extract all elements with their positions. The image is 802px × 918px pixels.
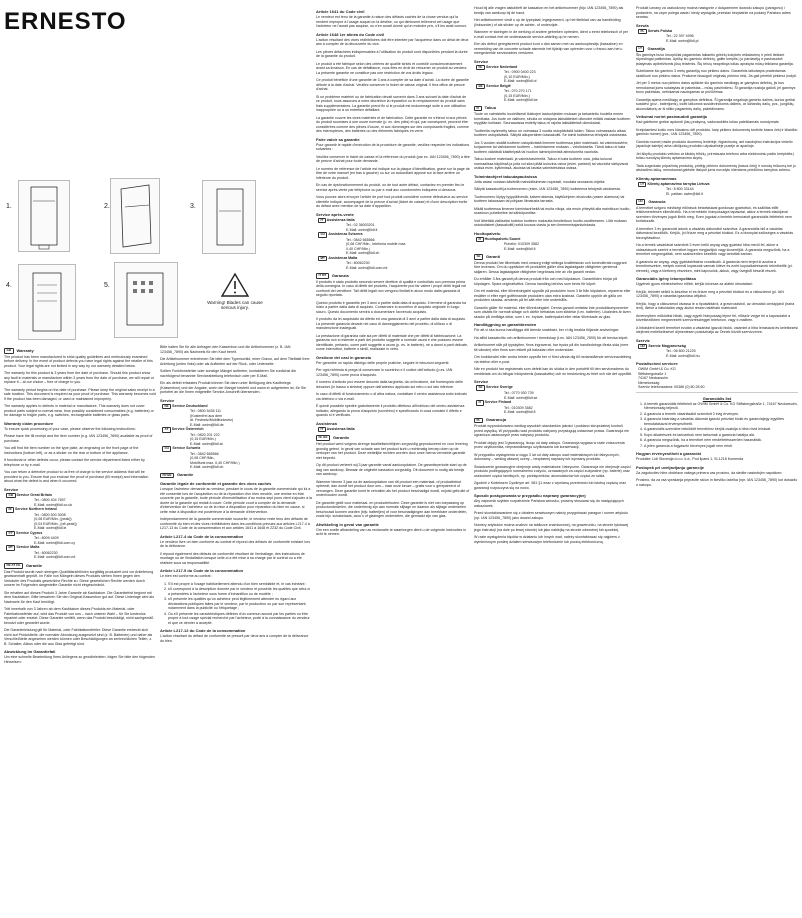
heading: Warranty claim procedure — [4, 420, 54, 426]
paragraph: Produkte: Lidl Slovenija d.o.o. k.d., Pod lipami 1, SI-1218 Komenda — [636, 457, 744, 462]
paragraph: Säilytä kassakuitti ja tuotenumero (esim. IAN 123456_7890) todisteena tehdystä ostoksesta. — [474, 187, 621, 192]
paragraph: Il numero d'articolo può essere desunto dalla targhetta, da un'incisione, dal frontespizio delle istruzioni (in basso a sinistra) oppure dall'adesivo applicato sul retro o sul lato inferiore. — [316, 380, 464, 389]
se-section-header: SE Garanti — [474, 254, 632, 260]
paragraph: Prosimo, da za vsa vprašanja pripravite račun in številko izdelka (npr. IAN 123456_7890) kot dokazilo o nakupu. — [636, 478, 798, 487]
paragraph: L'action résultant des vices rédhibitoires doit être intentée par l'acquéreur dans un délai de deux ans à compter de la découverte du vice. — [316, 37, 469, 46]
paragraph: Jei iškyltų produkto veikimo ar kitokių trikčių, prirmiausia telefonu arba elektroniniu paštu kreipkitės į toliau nurodytą klientų aptarnavimo skyrių. — [636, 151, 795, 161]
blade-warning — [204, 272, 266, 332]
heading: Faire valoir sa garantie — [316, 136, 360, 142]
service-block: GB Service Great Britain Tel.: 0800 404 7657 E-Mail: owim@lidl.co.uk — [4, 493, 156, 508]
paragraph: In caso di difetti di funzionamento o di altra natura, contattare il centro assistenza sotto indicato via telefono o via e-mail. — [316, 392, 468, 401]
paragraph: The warranty period begins on the date of purchase. Please keep the original sales receipt in a safe location. This document is required as your proof of purchase. This warranty becomes void if the product has been damaged, or used or maintained improperly. — [4, 387, 156, 401]
heading: Service après-vente — [316, 211, 354, 217]
fi-section-header: FI Takuu — [474, 106, 632, 112]
paragraph: W przypadku wystąpienia w ciągu 3 lat od daty zakupu wad materiałowych lub fabrycznych, dokonamy – według własnej oceny – bezpłatnej naprawy lub wymiany produktu. — [474, 452, 620, 462]
hu-warranty-list: 1. A termék garanciális feltételeit az OWIM GmbH & Co. KG Stiftsbergstraße 1, 74167 Neckarsulm, Németország teljesíti. 2. A garancia a termék vásárlásától számított 3 évig érvényes. 3. A garancia kizárólag a vásárlás dátumát igazoló pénztári blokk és garanciajegy együttes bemutatásával érvényesíthető. 4. A garanciális szervizbe beküldött termékhez kérjük csatolja a hiba rövid leírását. 5. Kopó alkatrészek és tartozékok nem tartoznak a garancia hatálya alá. 6. A garancia megszűnik, ha a terméket nem rendeltetésszerűen használták. 7. A jelen garancia a fogyasztó törvényes jogait nem érinti. — [644, 402, 798, 449]
paragraph: Za zagotovitev hitre obdelave vašega primera vas prosimo, da sledite naslednjim napotkom: — [636, 470, 783, 475]
gb-title: Warranty — [16, 347, 34, 353]
heading: Serwis — [636, 22, 649, 28]
paragraph: Het product werd volgens strenge kwaliteitsrichtlijnen zorgvuldig geproduceerd en voor levering grondig getest. In geval van schade aan het product kunt u rechtmatig beroep doen op de verkoper van het product. Deze wettelijke rechten worden door onze hierna vermelde garantie niet beperkt. — [316, 442, 468, 460]
paragraph: Ein als defekt erfasstes Produkt können Sie dann unter Beifügung des Kaufbelegs (Kassenbon) und der Angabe, worin der Mangel besteht und wann er aufgetreten ist, für Sie portofrei an die Ihnen mitgeteilte Service-Anschrift übersenden. — [160, 381, 307, 394]
heading: Gestione dei casi in garanzia — [316, 354, 371, 360]
paragraph: Veuillez conserver le ticket de caisse et la référence du produit (par ex. IAN 123456_7890) à titre de preuve d'achat pour toute demande. — [316, 154, 470, 163]
heading: Handläggning av garantiärenden — [474, 322, 537, 328]
column-5 — [636, 6, 798, 918]
column-2 — [160, 345, 312, 918]
paragraph: Ha alltid kassakvitto och artikelnummer i beredskap (t.ex. IAN 123456_7890) för att bevisa köpet. — [474, 335, 629, 340]
heading: Garanciális list — [702, 395, 732, 401]
paragraph: A hibásként kezelt terméket ezután a vásárlást igazoló blokk, valamint a hiba leírásával és keletkezési idejének mellékelésével díjmentesen postázhatja az Önnek közölt szervizcímre. — [636, 325, 798, 335]
paragraph: Indépendamment de la garantie commerciale souscrite, le vendeur reste tenu des défauts de conformité du bien et des vices rédhibitoires dans les conditions prévues aux articles L217-4 à L217-13 du Code de la consommation et aux articles 1641 à 1648 et 2232 du Code Civil. — [160, 517, 310, 531]
paragraph: A terméket szigorú minőségi előírások betartásával gondosan gyártottuk, és szállítás előtt lelkiismeretesen ellenőriztük. Ha a termékein hiányosságot tapasztal, akkor a termék eladójával szemben törvényes jogok illetik meg. Ezen jogokat a lentebb bemutatott garanciális feltételek nem korlátozzák. — [636, 205, 792, 224]
paragraph: Ügyének gyors elintézéséhez előbb, kérjük kövesse az alábbi útmutatást: — [636, 282, 753, 287]
paragraph: Sie erhalten auf dieses Produkt 3 Jahre Garantie ab Kaufdatum. Die Garantiefrist beginnt mit dem Kaufdatum. Bitte bewahren Sie den Original-Kassenbon gut auf. Diese Unterlage wird als Nachweis für den Kauf benötigt. — [4, 590, 155, 604]
paragraph: Um eine schnelle Bearbeitung Ihres Anliegens zu gewährleisten, folgen Sie bitte den folgenden Hinweisen: — [4, 655, 156, 664]
heading: Huoltopalvelu — [474, 230, 501, 236]
service-block: DE Service Deutschland Tel.: 0800 5435 111 (Kostenfrei aus dem dt. Festnetz/Mobilfunknetz) E-Mail: owim@lidl.de — [160, 404, 312, 428]
paragraph: Om funktionsfel eller andra brister uppstår ber vi först vända dig till nedanstående serviceavdelning via telefon eller e-post. — [474, 355, 632, 364]
service-block: LT Klientų aptarnavimo tarnyba Lietuva Tel.: 8 800 33144 El. paštas: owim@lidl.lt — [636, 182, 798, 197]
paragraph: Pour garantir le rapide d'exécution de la procédure de garantie, veuillez respecter les indications suivantes : — [316, 142, 470, 151]
paragraph: Tuotenumero löytyy tyyppikilvestä, kaiverruksesta, käyttöohjeen etusivulta (vasen alareuna) tai tuotteen takaosaan tai pohjaan liimatusta tarrasta. — [474, 194, 625, 204]
paragraph: Kad galėtume greitai apdoroti jūsų prašymą, vadovaukitės toliau pateikiamais nurodymais: — [636, 120, 780, 125]
paragraph: När en produkt har registrerats som defekt kan du skicka in den portofritt till den serviceadress du meddelats om du bifogar inköpsbevis (kassakvitto) och en beskrivning av felet och när det uppstått. — [474, 367, 632, 376]
paragraph: Tada sugedusiu pripažintą produktą, pridėję pirkimo dokumentą (kasos čekį) ir nurodę trūkumą bei jo atsiradimo laiką, nemokamai galėsite išsiųsti jums nurodytu klientams priežiūros tarnybos adresu. — [636, 163, 796, 173]
paragraph: Tuotteella myönnetty takuu on voimassa 3 vuotta ostopäivästä lukien. Takuu voimassaolo alkaa tuotteen ostopäivästä. Säilytä alkuperäinen kassakuitti. Se toimii todisteena tehdystä ostoksesta. — [474, 128, 628, 138]
paragraph: Le vendeur livre un bien conforme au contrat et répond des défauts de conformité existant lors de la délivrance. — [160, 539, 311, 549]
paragraph: If functional or other defects occur, please contact the service department listed either by telephone or by e-mail. — [4, 458, 145, 467]
paragraph: You will find the item number on the type plate, an engraving on the front page of the instructions (bottom left), or as a sticker on the rear or bottom of the appliance. — [4, 446, 139, 455]
paragraph: Le numéro de référence de l'article est indiqué sur la plaque d'identification, gravé sur la page de titre de votre manuel (en bas à gauche) ou sur un autocollant apposé sur la face arrière ou inférieure du produit. — [316, 166, 470, 180]
paragraph: Le bien est conforme au contrat : — [160, 574, 213, 579]
figure-4-label: 4. — [6, 282, 12, 289]
service-block: IT Assistenza Italia Tel.: 02 36003201 E-Mail: owim@lidl.it — [316, 218, 470, 233]
paragraph: Le vendeur est tenu de la garantie à raison des défauts cachés de la chose vendue qui la rendent impropre à l'usage auquel on la destine, ou qui diminuent tellement cet usage que l'acheteur ne l'aurait pas acquise, ou n'en aurait donné qu'un moindre prix, s'il les avait connus. — [316, 15, 468, 28]
de-section-header: DE AT CH Garantie — [4, 563, 156, 569]
postal-address: OWIM GmbH & Co. KG Stiftsbergstraße 1 74167 Neckarsulm Németország Szerviz telefonszáma: 00386 (0) 80 28 60 — [638, 367, 705, 390]
paragraph: Om een snelle afhandeling van uw reclamatie te waarborgen dient u de volgende instructies in acht te nemen: — [316, 527, 467, 537]
service-block: FI Huoltopalvelu Suomi Puhelin: 010309 3582 E-Mail: owim@lidl.fi — [474, 237, 632, 252]
paragraph: Denna produkt har tillverkats med omsorg enligt stränga kvalitetskrav och kontrollerats noggrant före leverans. Om du upptäcker ett produktfel gäller dina lagstadgade rättigheter gentemot säljaren. Dessa lagstadgade rättigheter begränsas inte av vår garanti nedan. — [474, 260, 627, 274]
heading: Article 1648 1er alinéa du Code civil — [316, 31, 385, 37]
heading: Article L217-5 du Code de la consommation — [160, 568, 244, 574]
paragraph: Numery artykułów można znaleźć na tabliczce znamionowej, na grawerunku, na stronie tytułowej jego instrukcji (na dole po lewej stronie) lub jako naklejkę na stronie odwrotnej lub spodniej. — [474, 523, 629, 532]
it-section-header: IT MT Garanzia — [316, 273, 470, 279]
paragraph: Les pièces détachées indispensables à l'utilisation du produit sont disponibles pendant la durée de la garantie du produit. — [316, 49, 468, 58]
paragraph: Ha a termék vásárlását számított 3 éven belül anyag vagy gyártási hiba merül fel, akkor a választásunk szerint a terméket ingyen megjavítjuk vagy kicseréljük. A garancia megszűnik, ha a terméket megrongálták, nem szakszerűen kezelték vagy tartották karban. — [636, 243, 790, 257]
heading: Article L217-4 du Code de la consommation — [160, 533, 244, 539]
figure-2 — [110, 178, 160, 254]
paragraph: Mikäli tuotteessa ilmenee toimintavirheitä tai muita vikoja, ota ensin yhteyttä alla mainittuun huolto-osastoon puhelimitse tai sähköpostitse. — [474, 206, 631, 216]
service-block: NL Service Nederland Tel.: 0900 0400 223 (0,10 EUR/Min.) E-Mail: owim@lidl.nl — [474, 65, 632, 84]
fr-conformity-list: 1. S'il est propre à l'usage habituellement attendu d'un bien semblable et, le cas échéant : 2. s'il correspond à la description donnée par le vendeur et possède les qualités que celui-ci a présentées à l'acheteur sous forme d'échantillon ou de modèle ; 3. s'il présente les qualités qu'un acheteur peut légitimement attendre eu égard aux déclarations publiques faites par le vendeur, par le producteur ou par son représentant, notamment dans la publicité ou l'étiquetage ; 4. Ou s'il présente les caractéristiques définies d'un commun accord par les parties ou être propre à tout usage spécial recherché par l'acheteur, porté à la connaissance du vendeur et que ce dernier a accepté. — [168, 582, 312, 626]
paragraph: Per garantire un rapido disbrigo delle proprie pratiche, seguire le istruzioni seguenti: — [316, 360, 450, 365]
paragraph: Amennyiben működési hibák, vagy egyéb hiányosság lépne fel, először vegye fel a kapcsolatot a következőkben megnevezett szervizrészleggel telefonon, vagy e-mailben. — [636, 313, 791, 323]
paragraph: Kérjük, hogy a cikkszámot olvassa le a típustábláról, a gravírozásból, az útmutató címlapjáról (balra lent), illetve a hátoldalán vagy alulsó részen található matricáról. — [636, 301, 795, 311]
service-block: NI Service Northern Ireland Tel.: 0800 500 3008 (0,08 EUR/Min., [peak]) (0,04 EUR/Min., [off-peak]) E-Mail: owim@lidl.ie — [4, 507, 156, 531]
paragraph: Sollten Funktionsfehler oder sonstige Mängel auftreten, kontaktieren Sie zunächst die nachfolgend benannte Serviceabteilung telefonisch oder per E-Mail. — [160, 369, 297, 378]
paragraph: Bitte halten Sie für alle Anfragen den Kassenbon und die Artikelnummer (z. B. IAN 123456_7890) als Nachweis für den Kauf bereit. — [160, 345, 291, 354]
paragraph: Garantija apima medžiagų ar gamybos defektus. Ši garantija negalioja gaminio dalims, kurios greitai susidėvi (pvz., baterijoms), todėl laikomos susidėvinčiomis dalimis, ar lūžtančių dalių, pvz., jungiklių, akumuliatorių ar iš stiklo pagamintų dalių, pažeidimams. — [636, 97, 796, 111]
paragraph: Wanneer binnen 3 jaar na de aankoopdatum van dit product een materiaal- of productiefout optreedt, dan wordt het product door ons – naar onze keuze – gratis voor u gerepareerd of vervangen. Deze garantie komt te vervallen als het product beschadigd wordt, onjuist gebruikt of onderhouden wordt. — [316, 479, 470, 498]
paragraph: Vous pouvez alors envoyer l'article de port tout produit considéré comme défectueux au service clientèle indiqué, accompagné de la preuve d'achat (ticket de caisse) et d'une description écrite du défaut avec mention de sa date d'apparition. — [316, 195, 468, 208]
paragraph: Il prodotto da lei acquistato da difetto ed una garanzia di 3 anni a partire dalla data di acquisto. La presente garanzia decade nel caso di danneggiamento del prodotto, di utilizzo o di manutenzione inadeguati. — [316, 317, 467, 331]
paragraph: Jotta asiasi voidaan käsitellä mahdollisimman nopeasti, noudata seuraavia ohjeita: — [474, 179, 606, 184]
paragraph: Wanneer er storingen in de werking of andere gebreken optreden, dient u eerst telefonisch of per e-mail contact met de onderstaande service-afdeling op te nemen. — [474, 30, 629, 39]
paragraph: To ensure quick processing of your case, please observe the following instructions: — [4, 426, 136, 431]
heading: Veiksmai norint pasinaudoti garantija — [636, 114, 707, 120]
paragraph: W razie wystąpienia błędów w działaniu lub innych wad, należy skontaktować się najpierw z wymienionym poniżej działem serwisowym telefonicznie lub pocztą elektroniczną. — [474, 535, 620, 544]
paragraph: Gaminio numerį rasite produkto duomenų lentelėje, išgraviruotą, ant naudojimo instrukcijos viršelio (apačioje kairėje) arba užklijuotą produkto užpakalinėje pusėje ar apačioje. — [636, 139, 793, 149]
warning-caption: Warning! Blades can cause serious injury. — [207, 299, 263, 310]
paragraph: Die Artikelnummer entnehmen Sie bitte dem Typenschild, einer Gravur, auf dem Titelblatt Ihrer Anleitung (unten links) oder als Aufkleber auf der Rück- oder Unterseite. — [160, 357, 310, 366]
service-block: CH Assistenza Svizzera Tel.: 0842 665566 (0,08 CHF/Min., telefonia mobile max. 0,40 CHF/Min.) E-Mail: owim@lidl.ch — [316, 232, 470, 256]
figure-5-label: 5. — [104, 282, 110, 289]
heading: Service — [474, 58, 489, 64]
figure-4 — [18, 264, 76, 340]
paragraph: Produkt uznany za uszkodzony można następnie z dołączeniem dowodu zakupu (paragonu) i podaniem, na czym polega wada i kiedy wystąpiła, przesłać bezpłatnie na podany Państwu adres serwisu. — [636, 6, 791, 19]
paragraph: Please have the till receipt and the item number (e.g. IAN 123456_7890) available as proof of purchase. — [4, 434, 153, 443]
heading: Service — [160, 397, 175, 403]
paragraph: Takuu koskee materiaali- ja valmistusvirheitä. Takuu ei kata tuotteen osia, jotka kuluvat normaalissa käytössä ja joita voi siksi pitää kuluvina osina (esim. paristot) tai vaurioita särkyvissä osissa esim. kytkimissä, akuissa tai lasista valmistetuissa osissa. — [474, 157, 628, 171]
paragraph: Kérjük, tekintet nélkül is készítse el és őrizze meg a pénztári blokkot és a cikkszámot (pl. IAN 123456_7890) a vásárlás igazolása céljából. — [636, 289, 784, 299]
paragraph: La prestazione di garanzia vale sia per difetti di materiale che per difetti di fabbricazione. La garanzia non si estende a parti del prodotto soggette a normale usura e che possono essere identificate, pertanto, come parti soggette a usura (p. es. le batterie), né a danni a parti delicate, come interruttori, batterie o simili, realizzate in vetro. — [316, 333, 469, 352]
divider — [636, 392, 798, 393]
column-1 — [4, 345, 156, 918]
warning-triangle-icon — [220, 272, 250, 298]
paragraph: Voit lähettää vialliseksi todetun tuotteen maksutta ilmoitettuun huolto-osoitteeseen. Liitä mukaan ostotodisteet (kassakuitti) sekä kuvaus viasta ja sen ilmenemisajankohdasta. — [474, 218, 627, 228]
paragraph: The warranty for this product is 3 years from the date of purchase. Should this product show any fault in materials or manufacture within 3 years from the date of purchase, we will repair or replace it – at our choice – free of charge to you. — [4, 371, 155, 385]
paragraph: För att vi ska kunna handlägga ditt ärende snabbast, ber vi dig beakta följande anvisningar: — [474, 328, 620, 333]
figure-2-label: 2. — [104, 203, 110, 210]
figure-1-label: 1. — [6, 203, 12, 210]
figure-5 — [114, 262, 178, 338]
paragraph: Die Garantieleistung gilt für Material- oder Fabrikationsfehler. Diese Garantie erstreckt sich nicht auf Produktteile, die normaler Abnutzung ausgesetzt sind (z. B. Batterien) und daher als Verschleißteile angesehen werden können oder Beschädigungen an zerbrechlichen Teilen, z. B. Schalter, Akkus oder die aus Glas gefertigt sind. — [4, 628, 153, 646]
heading: Postopek pri uveljavljanju garancije — [636, 464, 705, 470]
heading: Article L217-12 du Code de la consommation — [160, 628, 246, 634]
column-4 — [474, 6, 632, 918]
paragraph: The warranty applies to defects in material or manufacture. This warranty does not cover product parts subject to normal wear, thus possibly considered consumables (e.g. batteries) or for damage to fragile parts, e.g. switches, rechargeable batteries or glass parts. — [4, 404, 154, 418]
service-block: CY Service Cyprus Tel.: 8009 4409 E-Mail: owim@lidl.com.cy — [4, 531, 156, 546]
paragraph: Świadczenie gwarancyjne obejmuje wady materiałowe i fabryczne. Gwarancja nie obejmuje części produktu podlegających normalnemu zużyciu, uznawanych za części zużywalne (np. baterie) oraz uszkodzeń części łamliwych, np. przełączników, akumulatorów lub części ze szkła. — [474, 464, 631, 478]
hu-section-header: HU Garancia — [636, 199, 798, 205]
heading: Service — [4, 486, 19, 492]
lt-section-header: LT Garantija — [636, 46, 798, 52]
heading: Toimintaohjeet takuutapauksissa — [474, 173, 537, 179]
paragraph: Le produit a été fabriqué selon des critères de qualité stricts et contrôlé consciencieusement avant sa livraison. En cas de défaillance, vous êtes en droit de retourner ce produit au vendeur. La présente garantie ne constitue pas une restriction de vos droits légaux. — [316, 61, 468, 75]
gb-section-header: GB Warranty — [4, 348, 156, 354]
paragraph: Produkt wyprodukowano według wysokich standardów jakości i poddano skrupulatnej kontroli przed wysyłką. W przypadku wad produktu nabywcy przysługują ustawowe prawa. Gwarancja nie ogranicza ustawowych praw nabywcy produktu. — [474, 424, 630, 438]
nl-section-header: NL BE Garantie — [316, 435, 470, 441]
paragraph: Il répond également des défauts de conformité résultant de l'emballage, des instructions de montage ou de l'installation lorsque celle-ci a été mise à sa charge par le contrat ou a été réalisée sous sa responsabilité. — [160, 551, 305, 565]
figure-3-label: 3. — [190, 203, 196, 210]
paragraph: Suteikiame šio gaminio 3 metų garantiją nuo pirkimo datos. Garantinis laikotarpis pradedamas skaičiuoti nuo pirkimo datos. Prašome išsaugoti originalų pirkimo čekį. Jis gali prireikti pirkimui įrodyti. — [636, 69, 797, 78]
mandoline-slicer-illustration — [19, 181, 69, 251]
paragraph: L'action résultant du défaut de conformité se prescrit par deux ans à compter de la délivrance du bien. — [160, 634, 309, 643]
paragraph: En cas de dysfonctionnement du produit, ou de tout autre défaut, contactez en premier lieu le service après-vente par téléphone ou par e-mail aux coordonnées indiquées ci-dessous. — [316, 183, 465, 192]
paragraph: Du erhåller 3 års garanti på denna produkt från och med köpdatum. Garantitiden börjar på köpdagen. Spara originalkvittot. Denna handling behövs som bevis för köpet. — [474, 277, 618, 286]
service-block: IT Assistenza Italia — [316, 427, 470, 433]
heading: Service — [474, 379, 489, 385]
service-block: FI Service Finland Tel.: 010309 3582 E-Mail: owim@lidl.fi — [474, 400, 632, 415]
paragraph: You can return a defective product to us free of charge to the service address that will be provided to you. Ensure that you enclose the proof of purchase (till receipt) and information about what the defect is and when it occurred. — [4, 470, 149, 484]
slicer-insert-illustration — [203, 181, 255, 253]
paragraph: A termékre 3 év garanciát adunk a vásárlás dátumától számítva. A garanciális idő a vásárlás dátumával kezdődik. Kérjük, jól őrizze meg a pénztári blokkot. Ez a bizonylat szükséges a vásárlás bizonyításához. — [636, 226, 794, 240]
service-block: PL Serwis Polska Tel.: 22 397 4996 E-Mail: owim@lidl.pl — [636, 29, 798, 44]
paragraph: Das Produkt wurde nach strengen Qualitätsrichtlinien sorgfältig produziert und vor Anlieferung gewissenhaft geprüft. Im Falle von Mängeln dieses Produkts stehen Ihnen gegen den Verkäufer des Produkts gesetzliche Rechte zu. Diese gesetzlichen Rechte werden durch unsere im Folgenden dargestellte Garantie nicht eingeschränkt. — [4, 569, 154, 588]
paragraph: Het artikelnummer vindt u op de typeplaat, ingegraveerd, op het titelblad van uw handleiding (linksonder) of als sticker op de achter- of onderzijde. — [474, 18, 621, 27]
paragraph: Houd bij alle vragen alstublieft de kassabon en het artikelnummer (bijv. IAN 123456_7890) als bewijs van aankoop bij de hand. — [474, 6, 624, 15]
brand-logo: ERNESTO — [4, 8, 127, 35]
paragraph: Op dit product verleent wij 3 jaar garantie vanaf aankoopdatum. De garantieperiode start op de dag van aankoop. Bewaar de originele kassabon zorgvuldig. Dit document is nodig als bewijs van aankoop. — [316, 463, 467, 477]
paragraph: La garantie couvre les vices matériels et de fabrication. Cette garantie ne s'étend ni aux pièces du produit soumises à une usure normale (p. ex. des piles) et qui, par conséquent, peuvent être considérées comme des pièces d'usure, ni aux dommages sur des composants fragiles, comme des interrupteurs, des batteries ou des éléments fabriqués en verre. — [316, 115, 469, 133]
paragraph: Garantin gäller för material- eller tillverkningsfel. Denna garanti omfattar inte produktkomponenter som utsätts för normalt slitage och därför betraktas som slitdelar (t.ex. batterier). Likaledes är även skador på ömtåliga delar, som t. ex. brytare, batteripaket eller delar tillverkade av glas. — [474, 305, 631, 319]
figure-1 — [18, 180, 70, 252]
service-block: AT Service Österreich Tel.: 0820 201 222 (0,15 EUR/Min.) E-Mail: owim@lidl.at — [160, 427, 312, 446]
paragraph: Per ogni richiesta si prega di conservare lo scontrino e il codice dell'articolo (p.es. IAN 123456_7890) come prova d'acquisto. — [316, 368, 453, 377]
heading: Szerviz — [636, 337, 650, 343]
paragraph: Kreipdamiesi kokiu nors klausimu dėl produkto, kaip pirkimo dokumentą turėkite kasos čekį ir išlaidžio gaminio numerį (pvz., IAN 123456_7890). — [636, 127, 798, 137]
paragraph: È quindi possibile spedire gratuitamente il prodotto difettoso all'indirizzo del centro assistenza indicato, allegando la prova d'acquisto (scontrino) e specificando in cosa consiste il difetto e quando si è verificato. — [316, 404, 465, 418]
paragraph: Produkt objęty jest 3 gwarancją, licząc od daty zakupu. Gwarancja wygasa w razie zniszczenia przez użytkownika, nieprawidłowego użytkowania lub konserwacji. — [474, 440, 625, 450]
paragraph: Een als defect geregistreerd product kunt u dan samen met uw aankoopbewijs (kassabon) en vermelding van de concrete schade alsmede het tijdstip van optreden voor u franco aan het u meegedeelde serviceadres versturen. — [474, 42, 623, 55]
heading: Hogyan érvényesítheti a garanciát — [636, 451, 701, 457]
heading: Garanciális igény lebonyolítása — [636, 276, 696, 282]
paragraph: De garantie geldt voor materiaal- en productiefouten. Deze garantie is niet van toepassing op productonderdelen, die onderhevig zijn aan normale slijtage en daarom als slijtage onderdelen beschouwd kunnen worden (bijv. batterijen) of voor beschadigingen aan breekbare onderdelen, zoals bijv. schakelaars, accu's of glazingen onderdelen, die gemaakt zijn van glas. — [316, 500, 468, 519]
grater-attachment-illustration — [19, 265, 75, 339]
paragraph: Questo prodotto è garantito per 3 anni a partire dalla data di acquisto. Il termine di garanzia ha inizio a partire dalla data di acquisto. Conservare lo scontrino di acquisto originale in luogo sicuro. Questo documento servirà a documentare l'avvenuto acquisto. — [316, 300, 467, 314]
service-block: MT Service Malta Tel.: 80062230 E-Mail: owim@lidl.com.mt — [4, 545, 156, 560]
paragraph: The product has been manufactured to strict quality guidelines and meticulously examined before delivery. In the event of product defects you have legal rights against the retailer of this product. Your legal rights are not limited in any way by our warranty detailed below. — [4, 354, 153, 368]
column-3 — [316, 6, 470, 918]
heading: Klientų aptarnavimas — [636, 175, 677, 181]
paragraph: Om ett material- eller tillverkningsfel uppstår på produkten inom 3 år från köpdatum, reparerar eller ersätter vi efter eget gottfinnande produkten utan extra kostnad. Garantin upphör att gälla om produkten skadas, används på fel sätt eller inte underhålls. — [474, 289, 631, 303]
paragraph: Jos 3 vuoden sisällä tuotteen ostopäivästä ilmenee tuotteessa jokin materiaali- tai valmistusvirhe, korjaamme tai vaihdamme tuotteen – harkintamme mukaan – veloituksetta. Tämä takuu ei kata tuotteen väärästä käsittelystä tai huollon laiminlyönnistä aiheutuneita vaurioita. — [474, 140, 629, 154]
paragraph: Jei per 3 metus nuo pirkimo datos aptikote šio gaminio medžiagų ar gamybos defektų, jis bus nemokamai jums sutaisytas ar pakeistas – mūsų pasirinkimu. Ši garantija nustoja galioti, jei gaminys buvo pažeistas, netinkamai naudojamas ar prižiūrimas. — [636, 81, 796, 95]
paragraph: Si un problème matériel ou de fabrication devait survenir dans 3 ans suivant la date d'achat de ce produit, nous assurons à notre discrétion la réparation ou le remplacement du produit sans frais supplémentaires. La garantie prend fin si le produit est endommagé suite à une utilisation inappropriée ou à un entretien défaillant. — [316, 94, 467, 112]
pl-section-header: PL Gwarancja — [474, 418, 632, 424]
heading: Sposób postępowania w przypadku naprawy gwarancyjnej — [474, 493, 586, 499]
service-block: HU Szerviz Magyarország Tel.: 06 800 21225 E-Mail: owim@lidl.hu — [636, 344, 798, 359]
heading: Article 1641 du Code civil — [316, 9, 365, 14]
heading: Postalisched servicer: — [636, 361, 679, 367]
paragraph: Aby zapewnić szybkie rozpatrzenie Państwa wniosku, prosimy stosować się do następujących wskazówek: — [474, 499, 624, 508]
service-block: MT Assistenza Malta Tel.: 80062230 E-Mail: owim@lidl.com.mt — [316, 256, 470, 271]
paragraph: Šis gaminys buvo kruopščiai pagamintas laikantis griežtų kokybės reikalavimų ir prieš tiekiant rūpestingai patikrintas. Aptikę šio gaminio defektų, galite kreiptis į jo pardavėją ir pasinaudoti įstatymais apibrėžtomis jūsų teisėmis. Šių teisių neapriboja toliau aprašyta mūsų teikiama garantija. — [636, 52, 794, 66]
paragraph: Lorsque l'acheteur demande au vendeur, pendant le cours de la garantie commerciale qui lui a été consentie lors de l'acquisition ou de la réparation d'un bien meuble, une remise en état couverte par la garantie, toute période d'immobilisation d'au moins sept jours vient s'ajouter à la durée de la garantie qui restait à courir. Cette période court à compter de la demande d'intervention de l'acheteur ou de la mise à disposition pour réparation du bien en cause, si cette mise à disposition est postérieure à la demande d'intervention. — [160, 487, 312, 514]
paragraph: Zgodnie z Kodeksem Cywilnym art. 581 §1 wraz z wymianą przedmiotu lub istotną częścią oraz gwarancji rozpoczyna się na nowo. — [474, 481, 627, 490]
paragraph: Artikelnumret står på typskylten, finns ingraverat, har trycks på din handlednings första sida (nere till vänster) eller finns som etikett på baksidan eller undersidan. — [474, 343, 629, 352]
paragraph: Tuote on valmistettu huolellisesti tiukkojen laatuohjeiden mukaan ja tarkastettu huolella ennen toimitusta. Jos tuote on viallinen, sinulla on ostajana lakisääteiset oikeudet mitätä vastaan tuotteen myyjään kohtaan. Seuraavassa esitetty takuu ei rajoita lakisääteisiä oikeuksiasi. — [474, 112, 631, 126]
paragraph: Przed skontaktowaniem się z działem serwisowym należy przygotować paragon i numer artykułu (np. IAN 123456_7890) jako dowód zakupu. — [474, 511, 628, 520]
paragraph: Tritt innerhalb von 3 Jahren ab dem Kaufdatum dieses Produkts ein Material- oder Fabrikationsfehler auf, wird das Produkt von uns – nach unserer Wahl – für Sie kostenlos repariert oder ersetzt. Diese Garantie verfällt, wenn das Produkt beschädigt, nicht sachgemäß benutzt oder gewartet wurde. — [4, 607, 154, 625]
fr-section-header: FR BE Garantie — [160, 473, 312, 479]
heading: Abwicklung im Garantiefall — [4, 649, 56, 655]
heading: Afwikkeling in geval van garantie — [316, 521, 379, 527]
service-block: SE Service Sverige Tel.: 0770 930 739 E-Mail: owim@lidl.se — [474, 385, 632, 400]
service-block: BE Service België Tel.: 070 270 171 (0,15 EUR/Min.) E-Mail: owim@lidl.be — [474, 84, 632, 103]
figure-3 — [202, 180, 256, 254]
heading: Assistenza — [316, 420, 337, 426]
paragraph: Il prodotto è stato prodotto secondo severe direttive di qualità e controllato con premura prima della consegna. In caso di difetti del prodotto, l'acquirente può far valere i propri diritti legali nei confronti del venditore. Tali diritti legali non vengono limitati in alcun modo dalla garanzia di seguito riportata. — [316, 279, 467, 298]
heading: Garantie légale de conformité et garantie des vices cachés — [160, 481, 272, 487]
service-block: CH Service Schweiz Tel.: 0842 665566 (0,08 CHF/Min., Mobilfunk max. 0,40 CHF/Min.) E-Mail: owim@lidl.ch — [160, 446, 312, 470]
food-holder-illustration — [115, 263, 177, 337]
paragraph: Ce produit bénéficie d'une garantie de 3 ans à compter de sa date d'achat. La durée de garantie débute à la date d'achat. Veuillez conserver le ticket de caisse original. Il fera office de preuve d'achat. — [316, 78, 469, 91]
hand-slicer-illustration — [111, 179, 159, 253]
paragraph: A garancia az anyag- vagy gyártáshibákra vonatkozik. A garancia nem terjed ki azokra a termékrészekre, melyek normál kopásnak vannak kitéve és ezért kopóalkatrésznek tekinthetők (pl. elemek), vagy a törékeny részeken, mint kapcsolók, akkuk, vagy üvegből készült részek. — [636, 259, 793, 273]
